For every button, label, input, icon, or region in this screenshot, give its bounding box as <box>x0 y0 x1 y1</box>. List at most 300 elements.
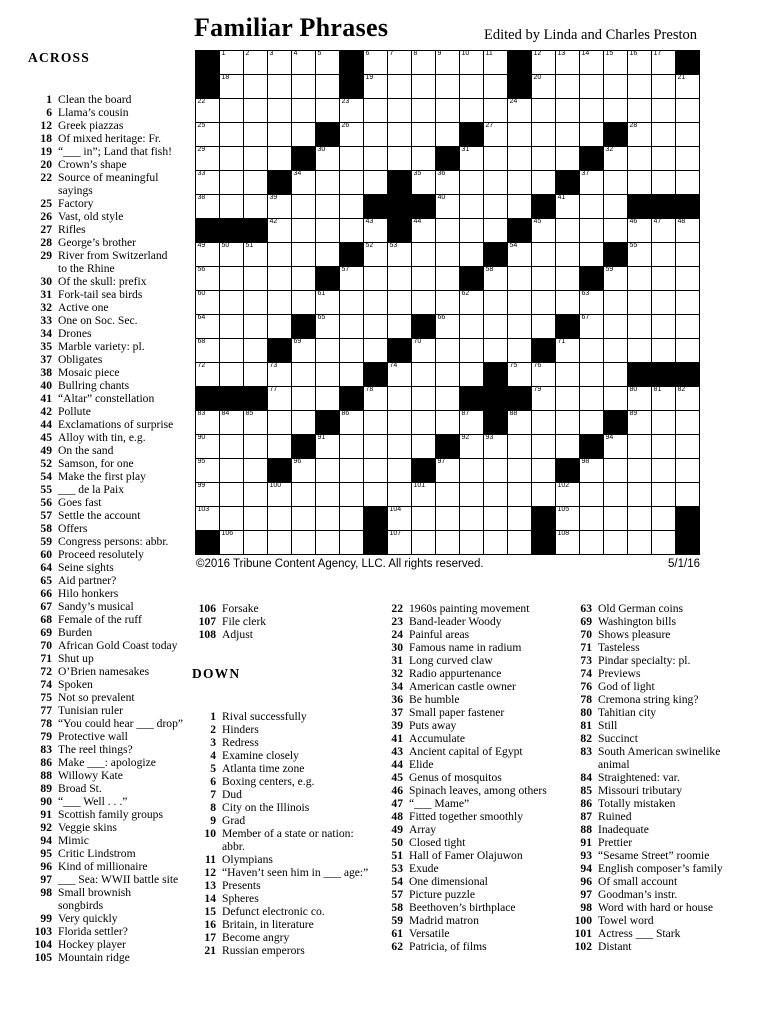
grid-cell[interactable] <box>580 123 603 146</box>
grid-cell[interactable] <box>532 483 555 506</box>
grid-cell[interactable] <box>460 435 483 458</box>
grid-cell[interactable] <box>364 267 387 290</box>
grid-cell[interactable] <box>292 243 315 266</box>
grid-cell[interactable] <box>364 339 387 362</box>
grid-cell[interactable] <box>580 99 603 122</box>
grid-cell[interactable] <box>580 75 603 98</box>
grid-cell[interactable] <box>292 291 315 314</box>
grid-cell[interactable] <box>244 147 267 170</box>
grid-cell[interactable] <box>220 291 243 314</box>
grid-cell[interactable] <box>340 267 363 290</box>
grid-cell[interactable] <box>460 51 483 74</box>
grid-cell[interactable] <box>268 147 291 170</box>
grid-cell[interactable] <box>364 387 387 410</box>
grid-cell[interactable] <box>268 291 291 314</box>
grid-cell[interactable] <box>244 99 267 122</box>
grid-cell[interactable] <box>196 339 219 362</box>
grid-cell[interactable] <box>292 171 315 194</box>
grid-cell[interactable] <box>460 531 483 554</box>
grid-cell[interactable] <box>316 99 339 122</box>
grid-cell[interactable] <box>580 339 603 362</box>
grid-cell[interactable] <box>604 315 627 338</box>
grid-cell[interactable] <box>268 243 291 266</box>
grid-cell[interactable] <box>220 267 243 290</box>
grid-cell[interactable] <box>508 507 531 530</box>
grid-cell[interactable] <box>220 51 243 74</box>
grid-cell[interactable] <box>604 339 627 362</box>
grid-cell[interactable] <box>316 243 339 266</box>
grid-cell[interactable] <box>556 195 579 218</box>
grid-cell[interactable] <box>412 267 435 290</box>
grid-cell[interactable] <box>292 123 315 146</box>
grid-cell[interactable] <box>388 315 411 338</box>
grid-cell[interactable] <box>364 243 387 266</box>
grid-cell[interactable] <box>532 315 555 338</box>
grid-cell[interactable] <box>508 195 531 218</box>
grid-cell[interactable] <box>436 507 459 530</box>
grid-cell[interactable] <box>364 75 387 98</box>
grid-cell[interactable] <box>340 435 363 458</box>
grid-cell[interactable] <box>196 483 219 506</box>
grid-cell[interactable] <box>436 363 459 386</box>
grid-cell[interactable] <box>220 531 243 554</box>
grid-cell[interactable] <box>604 483 627 506</box>
grid-cell[interactable] <box>676 435 699 458</box>
grid-cell[interactable] <box>508 435 531 458</box>
grid-cell[interactable] <box>340 219 363 242</box>
grid-cell[interactable] <box>580 51 603 74</box>
grid-cell[interactable] <box>364 291 387 314</box>
grid-cell[interactable] <box>460 75 483 98</box>
grid-cell[interactable] <box>292 75 315 98</box>
grid-cell[interactable] <box>364 99 387 122</box>
grid-cell[interactable] <box>484 315 507 338</box>
grid-cell[interactable] <box>292 531 315 554</box>
grid-cell[interactable] <box>244 75 267 98</box>
grid-cell[interactable] <box>340 195 363 218</box>
grid-cell[interactable] <box>196 147 219 170</box>
grid-cell[interactable] <box>220 459 243 482</box>
grid-cell[interactable] <box>196 411 219 434</box>
grid-cell[interactable] <box>508 99 531 122</box>
grid-cell[interactable] <box>652 459 675 482</box>
grid-cell[interactable] <box>364 459 387 482</box>
grid-cell[interactable] <box>412 435 435 458</box>
grid-cell[interactable] <box>460 339 483 362</box>
grid-cell[interactable] <box>244 459 267 482</box>
grid-cell[interactable] <box>628 147 651 170</box>
grid-cell[interactable] <box>484 219 507 242</box>
grid-cell[interactable] <box>436 291 459 314</box>
grid-cell[interactable] <box>292 51 315 74</box>
grid-cell[interactable] <box>628 459 651 482</box>
grid-cell[interactable] <box>412 51 435 74</box>
grid-cell[interactable] <box>676 171 699 194</box>
grid-cell[interactable] <box>628 243 651 266</box>
grid-cell[interactable] <box>652 435 675 458</box>
grid-cell[interactable] <box>268 435 291 458</box>
grid-cell[interactable] <box>484 267 507 290</box>
grid-cell[interactable] <box>676 123 699 146</box>
grid-cell[interactable] <box>316 507 339 530</box>
grid-cell[interactable] <box>556 387 579 410</box>
grid-cell[interactable] <box>220 195 243 218</box>
grid-cell[interactable] <box>412 363 435 386</box>
grid-cell[interactable] <box>628 387 651 410</box>
grid-cell[interactable] <box>316 483 339 506</box>
grid-cell[interactable] <box>364 147 387 170</box>
grid-cell[interactable] <box>412 75 435 98</box>
grid-cell[interactable] <box>652 483 675 506</box>
grid-cell[interactable] <box>484 507 507 530</box>
grid-cell[interactable] <box>268 483 291 506</box>
grid-cell[interactable] <box>220 123 243 146</box>
grid-cell[interactable] <box>244 483 267 506</box>
grid-cell[interactable] <box>436 99 459 122</box>
grid-cell[interactable] <box>196 243 219 266</box>
grid-cell[interactable] <box>196 291 219 314</box>
grid-cell[interactable] <box>580 363 603 386</box>
grid-cell[interactable] <box>340 531 363 554</box>
grid-cell[interactable] <box>268 219 291 242</box>
grid-cell[interactable] <box>220 507 243 530</box>
grid-cell[interactable] <box>340 99 363 122</box>
grid-cell[interactable] <box>652 411 675 434</box>
grid-cell[interactable] <box>676 339 699 362</box>
grid-cell[interactable] <box>652 219 675 242</box>
grid-cell[interactable] <box>676 483 699 506</box>
grid-cell[interactable] <box>604 147 627 170</box>
grid-cell[interactable] <box>460 459 483 482</box>
grid-cell[interactable] <box>556 147 579 170</box>
grid-cell[interactable] <box>268 75 291 98</box>
grid-cell[interactable] <box>196 171 219 194</box>
grid-cell[interactable] <box>220 339 243 362</box>
grid-cell[interactable] <box>676 243 699 266</box>
grid-cell[interactable] <box>436 483 459 506</box>
grid-cell[interactable] <box>556 51 579 74</box>
grid-cell[interactable] <box>388 75 411 98</box>
grid-cell[interactable] <box>460 195 483 218</box>
grid-cell[interactable] <box>268 195 291 218</box>
grid-cell[interactable] <box>628 291 651 314</box>
grid-cell[interactable] <box>316 339 339 362</box>
grid-cell[interactable] <box>340 315 363 338</box>
grid-cell[interactable] <box>508 531 531 554</box>
grid-cell[interactable] <box>604 75 627 98</box>
grid-cell[interactable] <box>628 339 651 362</box>
grid-cell[interactable] <box>412 99 435 122</box>
grid-cell[interactable] <box>484 195 507 218</box>
grid-cell[interactable] <box>340 459 363 482</box>
grid-cell[interactable] <box>436 411 459 434</box>
grid-cell[interactable] <box>196 267 219 290</box>
grid-cell[interactable] <box>316 291 339 314</box>
grid-cell[interactable] <box>364 51 387 74</box>
grid-cell[interactable] <box>292 387 315 410</box>
grid-cell[interactable] <box>556 507 579 530</box>
grid-cell[interactable] <box>364 483 387 506</box>
grid-cell[interactable] <box>316 435 339 458</box>
grid-cell[interactable] <box>556 219 579 242</box>
grid-cell[interactable] <box>532 435 555 458</box>
grid-cell[interactable] <box>412 243 435 266</box>
grid-cell[interactable] <box>676 291 699 314</box>
grid-cell[interactable] <box>460 315 483 338</box>
grid-cell[interactable] <box>508 267 531 290</box>
grid-cell[interactable] <box>196 315 219 338</box>
grid-cell[interactable] <box>292 507 315 530</box>
grid-cell[interactable] <box>532 219 555 242</box>
grid-cell[interactable] <box>484 147 507 170</box>
grid-cell[interactable] <box>316 147 339 170</box>
grid-cell[interactable] <box>388 459 411 482</box>
grid-cell[interactable] <box>628 435 651 458</box>
grid-cell[interactable] <box>484 171 507 194</box>
grid-cell[interactable] <box>316 75 339 98</box>
grid-cell[interactable] <box>244 267 267 290</box>
grid-cell[interactable] <box>556 483 579 506</box>
grid-cell[interactable] <box>556 123 579 146</box>
grid-cell[interactable] <box>292 267 315 290</box>
grid-cell[interactable] <box>628 507 651 530</box>
grid-cell[interactable] <box>436 387 459 410</box>
grid-cell[interactable] <box>484 99 507 122</box>
grid-cell[interactable] <box>628 219 651 242</box>
grid-cell[interactable] <box>676 411 699 434</box>
grid-cell[interactable] <box>604 363 627 386</box>
grid-cell[interactable] <box>604 387 627 410</box>
grid-cell[interactable] <box>292 363 315 386</box>
grid-cell[interactable] <box>388 363 411 386</box>
grid-cell[interactable] <box>532 243 555 266</box>
grid-cell[interactable] <box>268 411 291 434</box>
grid-cell[interactable] <box>556 531 579 554</box>
grid-cell[interactable] <box>508 339 531 362</box>
grid-cell[interactable] <box>604 267 627 290</box>
grid-cell[interactable] <box>244 411 267 434</box>
grid-cell[interactable] <box>292 99 315 122</box>
grid-cell[interactable] <box>340 339 363 362</box>
grid-cell[interactable] <box>532 51 555 74</box>
grid-cell[interactable] <box>388 99 411 122</box>
grid-cell[interactable] <box>196 99 219 122</box>
grid-cell[interactable] <box>220 315 243 338</box>
grid-cell[interactable] <box>412 147 435 170</box>
grid-cell[interactable] <box>412 291 435 314</box>
grid-cell[interactable] <box>556 435 579 458</box>
grid-cell[interactable] <box>412 507 435 530</box>
grid-cell[interactable] <box>388 291 411 314</box>
grid-cell[interactable] <box>436 51 459 74</box>
grid-cell[interactable] <box>532 363 555 386</box>
grid-cell[interactable] <box>316 531 339 554</box>
grid-cell[interactable] <box>364 219 387 242</box>
grid-cell[interactable] <box>580 195 603 218</box>
grid-cell[interactable] <box>244 507 267 530</box>
grid-cell[interactable] <box>388 123 411 146</box>
grid-cell[interactable] <box>196 195 219 218</box>
grid-cell[interactable] <box>316 315 339 338</box>
grid-cell[interactable] <box>436 171 459 194</box>
grid-cell[interactable] <box>412 483 435 506</box>
grid-cell[interactable] <box>220 411 243 434</box>
grid-cell[interactable] <box>340 171 363 194</box>
grid-cell[interactable] <box>412 387 435 410</box>
grid-cell[interactable] <box>244 315 267 338</box>
grid-cell[interactable] <box>412 531 435 554</box>
grid-cell[interactable] <box>244 435 267 458</box>
grid-cell[interactable] <box>556 291 579 314</box>
grid-cell[interactable] <box>580 219 603 242</box>
grid-cell[interactable] <box>652 99 675 122</box>
grid-cell[interactable] <box>220 483 243 506</box>
grid-cell[interactable] <box>628 531 651 554</box>
grid-cell[interactable] <box>388 267 411 290</box>
grid-cell[interactable] <box>412 171 435 194</box>
grid-cell[interactable] <box>484 339 507 362</box>
grid-cell[interactable] <box>652 171 675 194</box>
grid-cell[interactable] <box>580 459 603 482</box>
grid-cell[interactable] <box>388 51 411 74</box>
grid-cell[interactable] <box>196 123 219 146</box>
grid-cell[interactable] <box>220 75 243 98</box>
grid-cell[interactable] <box>436 243 459 266</box>
grid-cell[interactable] <box>532 171 555 194</box>
grid-cell[interactable] <box>484 459 507 482</box>
grid-cell[interactable] <box>268 315 291 338</box>
grid-cell[interactable] <box>316 363 339 386</box>
grid-cell[interactable] <box>508 363 531 386</box>
grid-cell[interactable] <box>508 291 531 314</box>
grid-cell[interactable] <box>268 51 291 74</box>
grid-cell[interactable] <box>556 99 579 122</box>
grid-cell[interactable] <box>652 147 675 170</box>
grid-cell[interactable] <box>412 123 435 146</box>
grid-cell[interactable] <box>652 243 675 266</box>
grid-cell[interactable] <box>460 219 483 242</box>
grid-cell[interactable] <box>364 411 387 434</box>
grid-cell[interactable] <box>556 243 579 266</box>
grid-cell[interactable] <box>460 363 483 386</box>
grid-cell[interactable] <box>460 147 483 170</box>
grid-cell[interactable] <box>676 219 699 242</box>
grid-cell[interactable] <box>652 339 675 362</box>
grid-cell[interactable] <box>580 483 603 506</box>
grid-cell[interactable] <box>580 243 603 266</box>
grid-cell[interactable] <box>412 219 435 242</box>
grid-cell[interactable] <box>412 411 435 434</box>
grid-cell[interactable] <box>460 507 483 530</box>
grid-cell[interactable] <box>340 291 363 314</box>
grid-cell[interactable] <box>580 315 603 338</box>
grid-cell[interactable] <box>244 51 267 74</box>
grid-cell[interactable] <box>268 267 291 290</box>
grid-cell[interactable] <box>196 507 219 530</box>
grid-cell[interactable] <box>628 99 651 122</box>
grid-cell[interactable] <box>604 459 627 482</box>
grid-cell[interactable] <box>316 219 339 242</box>
grid-cell[interactable] <box>532 411 555 434</box>
grid-cell[interactable] <box>268 531 291 554</box>
grid-cell[interactable] <box>508 171 531 194</box>
grid-cell[interactable] <box>484 51 507 74</box>
grid-cell[interactable] <box>676 267 699 290</box>
grid-cell[interactable] <box>244 243 267 266</box>
grid-cell[interactable] <box>316 51 339 74</box>
grid-cell[interactable] <box>628 171 651 194</box>
grid-cell[interactable] <box>676 147 699 170</box>
grid-cell[interactable] <box>220 147 243 170</box>
grid-cell[interactable] <box>436 459 459 482</box>
grid-cell[interactable] <box>460 411 483 434</box>
grid-cell[interactable] <box>604 51 627 74</box>
grid-cell[interactable] <box>220 243 243 266</box>
grid-cell[interactable] <box>652 51 675 74</box>
grid-cell[interactable] <box>460 483 483 506</box>
grid-cell[interactable] <box>436 219 459 242</box>
grid-cell[interactable] <box>508 123 531 146</box>
grid-cell[interactable] <box>316 459 339 482</box>
grid-cell[interactable] <box>292 483 315 506</box>
grid-cell[interactable] <box>268 363 291 386</box>
grid-cell[interactable] <box>580 411 603 434</box>
grid-cell[interactable] <box>388 435 411 458</box>
grid-cell[interactable] <box>676 387 699 410</box>
grid-cell[interactable] <box>532 459 555 482</box>
grid-cell[interactable] <box>628 315 651 338</box>
grid-cell[interactable] <box>532 147 555 170</box>
grid-cell[interactable] <box>556 75 579 98</box>
grid-cell[interactable] <box>508 315 531 338</box>
grid-cell[interactable] <box>532 291 555 314</box>
grid-cell[interactable] <box>220 363 243 386</box>
grid-cell[interactable] <box>460 99 483 122</box>
grid-cell[interactable] <box>652 291 675 314</box>
grid-cell[interactable] <box>268 507 291 530</box>
grid-cell[interactable] <box>292 411 315 434</box>
grid-cell[interactable] <box>532 267 555 290</box>
grid-cell[interactable] <box>436 531 459 554</box>
grid-cell[interactable] <box>220 99 243 122</box>
grid-cell[interactable] <box>364 171 387 194</box>
grid-cell[interactable] <box>484 75 507 98</box>
grid-cell[interactable] <box>484 123 507 146</box>
grid-cell[interactable] <box>580 387 603 410</box>
grid-cell[interactable] <box>604 219 627 242</box>
grid-cell[interactable] <box>652 75 675 98</box>
grid-cell[interactable] <box>532 75 555 98</box>
grid-cell[interactable] <box>508 147 531 170</box>
grid-cell[interactable] <box>268 387 291 410</box>
grid-cell[interactable] <box>340 411 363 434</box>
grid-cell[interactable] <box>388 387 411 410</box>
grid-cell[interactable] <box>604 531 627 554</box>
grid-cell[interactable] <box>292 459 315 482</box>
grid-cell[interactable] <box>460 291 483 314</box>
grid-cell[interactable] <box>388 147 411 170</box>
grid-cell[interactable] <box>604 99 627 122</box>
grid-cell[interactable] <box>340 483 363 506</box>
grid-cell[interactable] <box>676 459 699 482</box>
grid-cell[interactable] <box>412 339 435 362</box>
grid-cell[interactable] <box>604 291 627 314</box>
grid-cell[interactable] <box>604 195 627 218</box>
grid-cell[interactable] <box>268 123 291 146</box>
grid-cell[interactable] <box>244 363 267 386</box>
grid-cell[interactable] <box>628 267 651 290</box>
grid-cell[interactable] <box>316 171 339 194</box>
